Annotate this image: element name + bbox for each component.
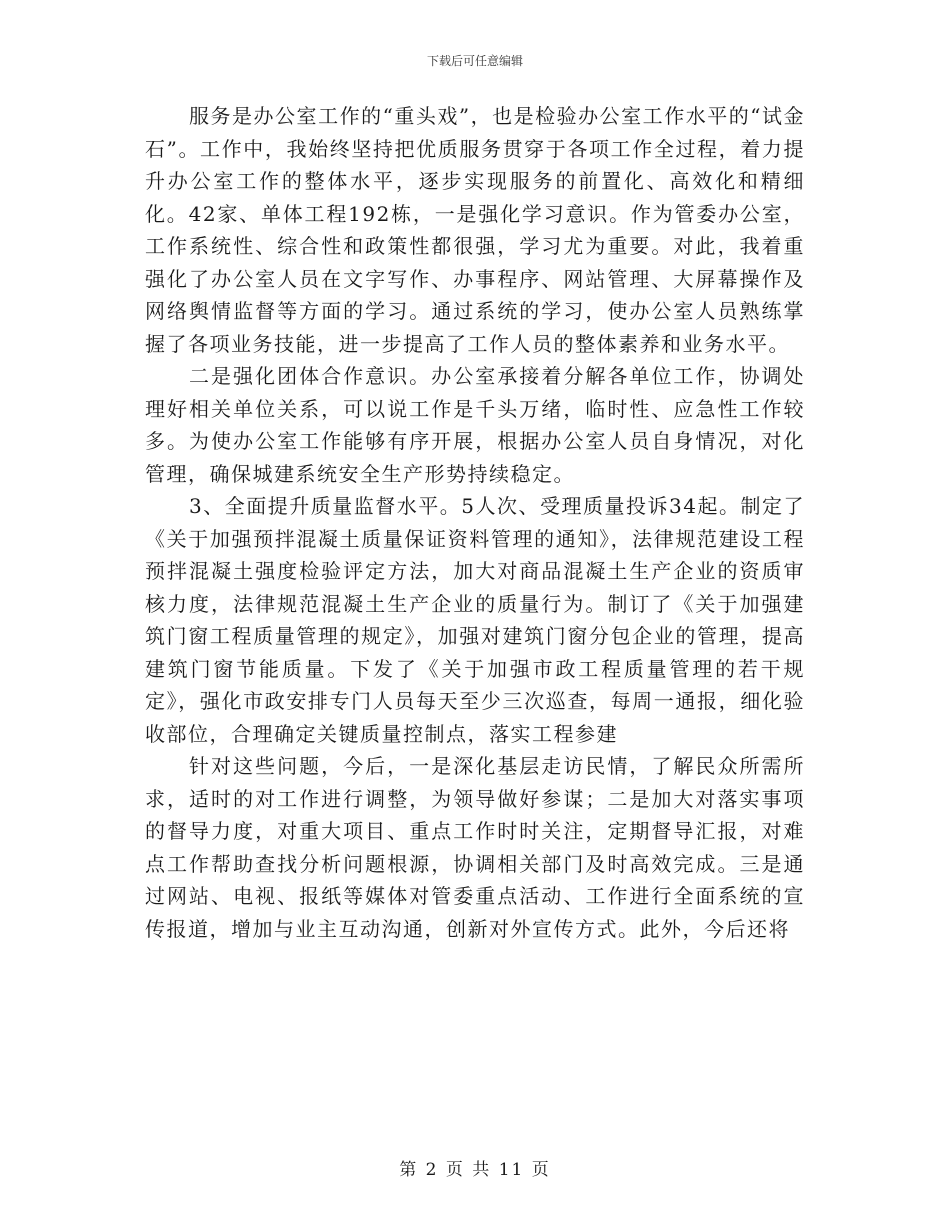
page-number: 第 2 页 共 11 页 [399, 1160, 551, 1180]
paragraph-4: 针对这些问题，今后，一是深化基层走访民情，了解民众所需所求，适时的对工作进行调整，为领导做好参谋；二是加大对落实事项的督导力度，对重大项目、重点工作时时关注，定期督导汇报，对难点工作帮助查找分析问题根源，协调相关部门及时高效完成。三是通过网站、电视、报纸等媒体对管委重点活动、工作进行全面系统的宣传报道，增加与业主互动沟通，创新对外宣传方式。此外，今后还将 [145, 754, 805, 941]
paragraph-2: 二是强化团体合作意识。办公室承接着分解各单位工作，协调处理好相关单位关系，可以说工作是千头万绪，临时性、应急性工作较多。为使办公室工作能够有序开展，根据办公室人员自身情况，对化管理，确保城建系统安全生产形势持续稳定。 [145, 364, 805, 486]
paragraph-1: 服务是办公室工作的“重头戏”，也是检验办公室工作水平的“试金石”。工作中，我始终坚持把优质服务贯穿于各项工作全过程，着力提升办公室工作的整体水平，逐步实现服务的前置化、高效化和精细化。42家、单体工程192栋，一是强化学习意识。作为管委办公室，工作系统性、综合性和政策性都很强，学习尤为重要。对此，我着重强化了办公室人员在文字写作、办事程序、网站管理、大屏幕操作及网络舆情监督等方面的学习。通过系统的学习，使办公室人员熟练掌握了各项业务技能，进一步提高了工作人员的整体素养和业务水平。 [145, 104, 805, 356]
document-body [145, 100, 805, 945]
header-note: 下载后可任意编辑 [426, 54, 523, 68]
paragraph-3: 3、全面提升质量监督水平。5人次、受理质量投诉34起。制定了《关于加强预拌混凝土质量保证资料管理的通知》，法律规范建设工程预拌混凝土强度检验评定方法，加大对商品混凝土生产企业的资质审核力度，法律规范混凝土生产企业的质量行为。制订了《关于加强建筑门窗工程质量管理的规定》，加强对建筑门窗分包企业的管理，提高建筑门窗节能质量。下发了《关于加强市政工程质量管理的若干规定》，强化市政安排专门人员每天至少三次巡查，每周一通报，细化验收部位，合理确定关键质量控制点，落实工程参建 [145, 494, 805, 746]
